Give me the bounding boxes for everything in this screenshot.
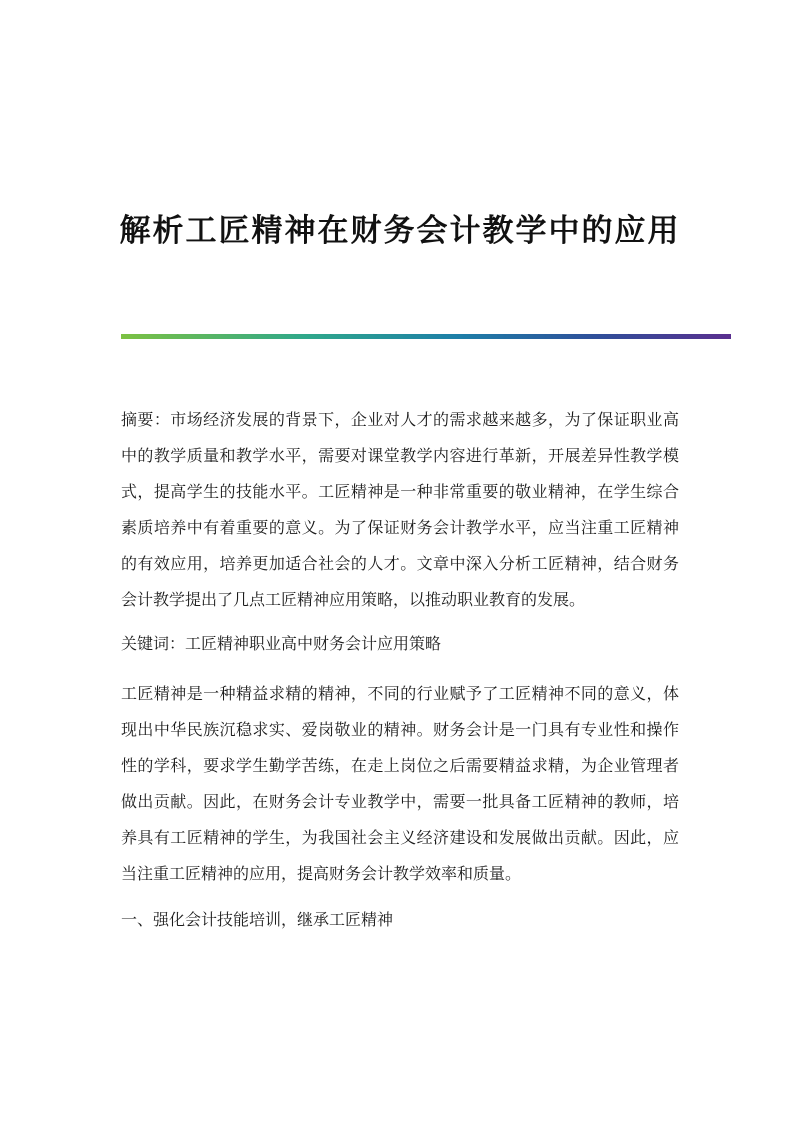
body-paragraph: 工匠精神是一种精益求精的精神，不同的行业赋予了工匠精神不同的意义，体现出中华民族沉稳求实、爱岗敬业的精神。财务会计是一门具有专业性和操作性的学科，要求学生勤学苦练，在走上岗位之后需要精益求精，为企业管理者做出贡献。因此，在财务会计专业教学中，需要一批具备工匠精神的教师，培养具有工匠精神的学生，为我国社会主义经济建设和发展做出贡献。因此，应当注重工匠精神的应用，提高财务会计教学效率和质量。 <box>121 684 679 883</box>
section-heading: 一、强化会计技能培训，继承工匠精神 <box>121 910 394 929</box>
abstract-paragraph: 摘要：市场经济发展的背景下，企业对人才的需求越来越多，为了保证职业高中的教学质量和教学水平，需要对课堂教学内容进行革新，开展差异性教学模式，提高学生的技能水平。工匠精神是一种非常重要的敬业精神，在学生综合素质培养中有着重要的意义。为了保证财务会计教学水平，应当注重工匠精神的有效应用，培养更加适合社会的人才。文章中深入分析工匠精神，结合财务会计教学提出了几点工匠精神应用策略，以推动职业教育的发展。 <box>121 410 679 609</box>
document-title: 解析工匠精神在财务会计教学中的应用 <box>119 212 681 249</box>
document-body <box>121 402 679 946</box>
gradient-divider <box>121 334 731 339</box>
keywords-line: 关键词：工匠精神职业高中财务会计应用策略 <box>121 634 442 653</box>
